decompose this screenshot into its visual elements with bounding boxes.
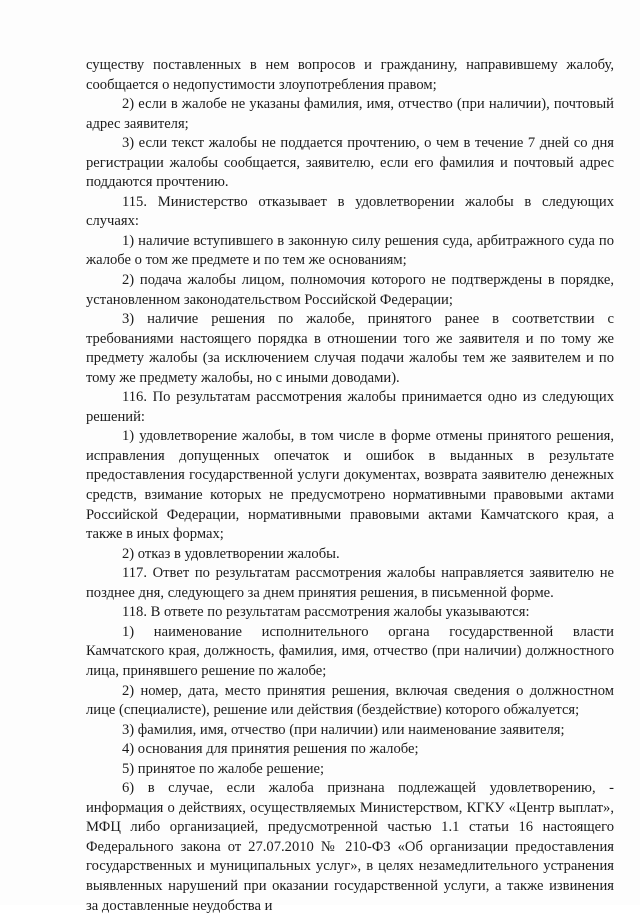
paragraph-116: 116. По результатам рассмотрения жалобы принимается одно из следующих решений: (86, 389, 614, 425)
paragraph-116-item-2: 2) отказ в удовлетворении жалобы. (122, 545, 340, 562)
paragraph-item-2: 2) если в жалобе не указаны фамилия, имя, отчество (при наличии), почтовый адрес заявителя; (86, 96, 614, 132)
paragraph-116-item-1: 1) удовлетворение жалобы, в том числе в форме отмены принятого решения, исправления допущенных опечаток и ошибок в выданных в результате предоставления государственной услуги документах, возврата заявителю денежных средств, взимание которых не предусмотрено нормативными правовыми актами Российской Федерации, нормативными правовыми актами Камчатского края, а также в иных формах; (86, 428, 614, 543)
paragraph-118: 118. В ответе по результатам рассмотрения жалобы указываются: (122, 604, 530, 621)
paragraph-item-3: 3) если текст жалобы не поддается прочтению, о чем в течение 7 дней со дня регистрации жалобы сообщается, заявителю, если его фамилия и почтовый адрес поддаются прочтению. (86, 135, 614, 191)
paragraph-118-item-3: 3) фамилия, имя, отчество (при наличии) или наименование заявителя; (122, 721, 565, 738)
paragraph-118-item-6: 6) в случае, если жалоба признана подлежащей удовлетворению, - информация о действиях, осуществляемых Министерством, КГКУ «Центр выплат», МФЦ либо организацией, предусмотренной частью 1.1 статьи 16 настоящего Федерального закона от 27.07.2010 № 210-ФЗ «Об организации предоставления государственных и муниципальных услуг», в целях незамедлительного устранения выявленных нарушений при оказании государственной услуги, а также извинения за доставленные неудобства и (86, 780, 614, 914)
paragraph-118-item-4: 4) основания для принятия решения по жалобе; (122, 741, 419, 758)
paragraph-continuation: существу поставленных в нем вопросов и гражданину, направившему жалобу, сообщается о недопустимости злоупотребления правом; (86, 57, 614, 93)
paragraph-118-item-2: 2) номер, дата, место принятия решения, включая сведения о должностном лице (специалисте), решение или действия (бездействие) которого обжалуется; (86, 682, 614, 719)
paragraph-118-item-1: 1) наименование исполнительного органа государственной власти Камчатского края, должность, фамилия, имя, отчество (при наличии) должностного лица, принявшего решение по жалобе; (86, 623, 614, 679)
paragraph-115: 115. Министерство отказывает в удовлетворении жалобы в следующих случаях: (86, 193, 614, 230)
paragraph-115-item-2: 2) подача жалобы лицом, полномочия которого не подтверждены в порядке, установленном законодательством Российской Федерации; (86, 272, 614, 308)
document-body (86, 56, 614, 916)
paragraph-118-item-5: 5) принятое по жалобе решение; (122, 760, 325, 777)
paragraph-115-item-1: 1) наличие вступившего в законную силу решения суда, арбитражного суда по жалобе о том же предмете и по тем же основаниям; (86, 232, 614, 269)
paragraph-115-item-3: 3) наличие решения по жалобе, принятого ранее в соответствии с требованиями настоящего порядка в отношении того же заявителя и по тому же предмету жалобы (за исключением случая подачи жалобы тем же заявителем и по тому же предмету жалобы, но с иными доводами). (86, 311, 614, 386)
paragraph-117: 117. Ответ по результатам рассмотрения жалобы направляется заявителю не позднее дня, следующего за днем принятия решения, в письменной форме. (86, 565, 614, 601)
